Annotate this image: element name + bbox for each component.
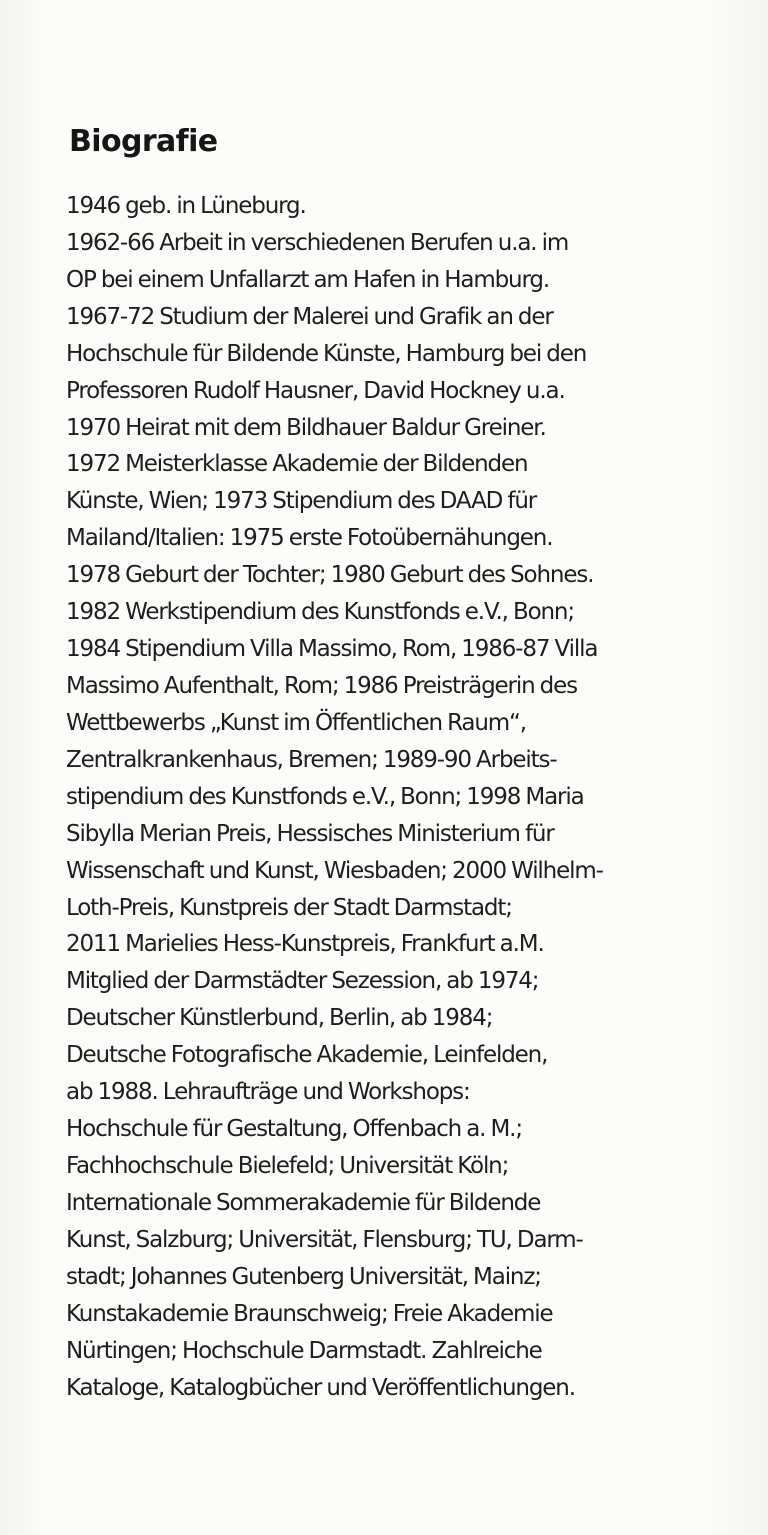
bio-line: Kataloge, Katalogbücher und Veröffentlichungen. [66,1374,575,1401]
bio-line: stipendium des Kunstfonds e.V., Bonn; 1998 Maria [66,783,584,810]
bio-line: Deutscher Künstlerbund, Berlin, ab 1984; [66,1005,493,1032]
bio-line: Fachhochschule Bielefeld; Universität Köln; [66,1152,509,1179]
bio-line: OP bei einem Unfallarzt am Hafen in Hamburg. [66,266,550,293]
bio-line: Kunst, Salzburg; Universität, Flensburg; TU, Darm- [66,1226,583,1253]
biography-text [66,188,746,1406]
bio-line: Künste, Wien; 1973 Stipendium des DAAD für [66,488,537,515]
bio-line: 1984 Stipendium Villa Massimo, Rom, 1986-87 Villa [66,636,598,663]
bio-line: 1982 Werkstipendium des Kunstfonds e.V., Bonn; [66,599,574,626]
bio-line: 1972 Meisterklasse Akademie der Bildenden [66,451,528,478]
bio-line: 1962-66 Arbeit in verschiedenen Berufen u.a. im [66,229,569,256]
bio-line: Massimo Aufenthalt, Rom; 1986 Preisträgerin des [66,672,577,699]
bio-line: Internationale Sommerakademie für Bildende [66,1189,541,1216]
bio-line: Hochschule für Bildende Künste, Hamburg bei den [66,340,587,367]
bio-line: Professoren Rudolf Hausner, David Hockney u.a. [66,377,565,404]
bio-line: Deutsche Fotografische Akademie, Leinfelden, [66,1042,548,1069]
bio-line: Mailand/Italien: 1975 erste Fotoübernähungen. [66,525,553,552]
bio-line: Sibylla Merian Preis, Hessisches Ministerium für [66,820,554,847]
bio-line: Hochschule für Gestaltung, Offenbach a. M.; [66,1116,522,1143]
bio-line: 1970 Heirat mit dem Bildhauer Baldur Greiner. [66,414,546,441]
bio-line: 2011 Marielies Hess-Kunstpreis, Frankfurt a.M. [66,931,544,958]
bio-line: Zentralkrankenhaus, Bremen; 1989-90 Arbeits- [66,746,557,773]
bio-line: 1978 Geburt der Tochter; 1980 Geburt des Sohnes. [66,562,594,589]
bio-line: Wettbewerbs „Kunst im Öffentlichen Raum“, [66,709,526,736]
bio-line: Loth-Preis, Kunstpreis der Stadt Darmstadt; [66,894,512,921]
bio-line: Wissenschaft und Kunst, Wiesbaden; 2000 Wilhelm- [66,857,603,884]
bio-line: Kunstakademie Braunschweig; Freie Akademie [66,1300,553,1327]
biography-heading: Biografie [69,124,218,159]
bio-line: 1946 geb. in Lüneburg. [66,193,306,219]
bio-line: ab 1988. Lehraufträge und Workshops: [66,1079,470,1106]
bio-line: 1967-72 Studium der Malerei und Grafik an der [66,303,553,330]
bio-line: stadt; Johannes Gutenberg Universität, Mainz; [66,1263,541,1290]
bio-line: Mitglied der Darmstädter Sezession, ab 1974; [66,968,539,995]
bio-line: Nürtingen; Hochschule Darmstadt. Zahlreiche [66,1337,542,1364]
